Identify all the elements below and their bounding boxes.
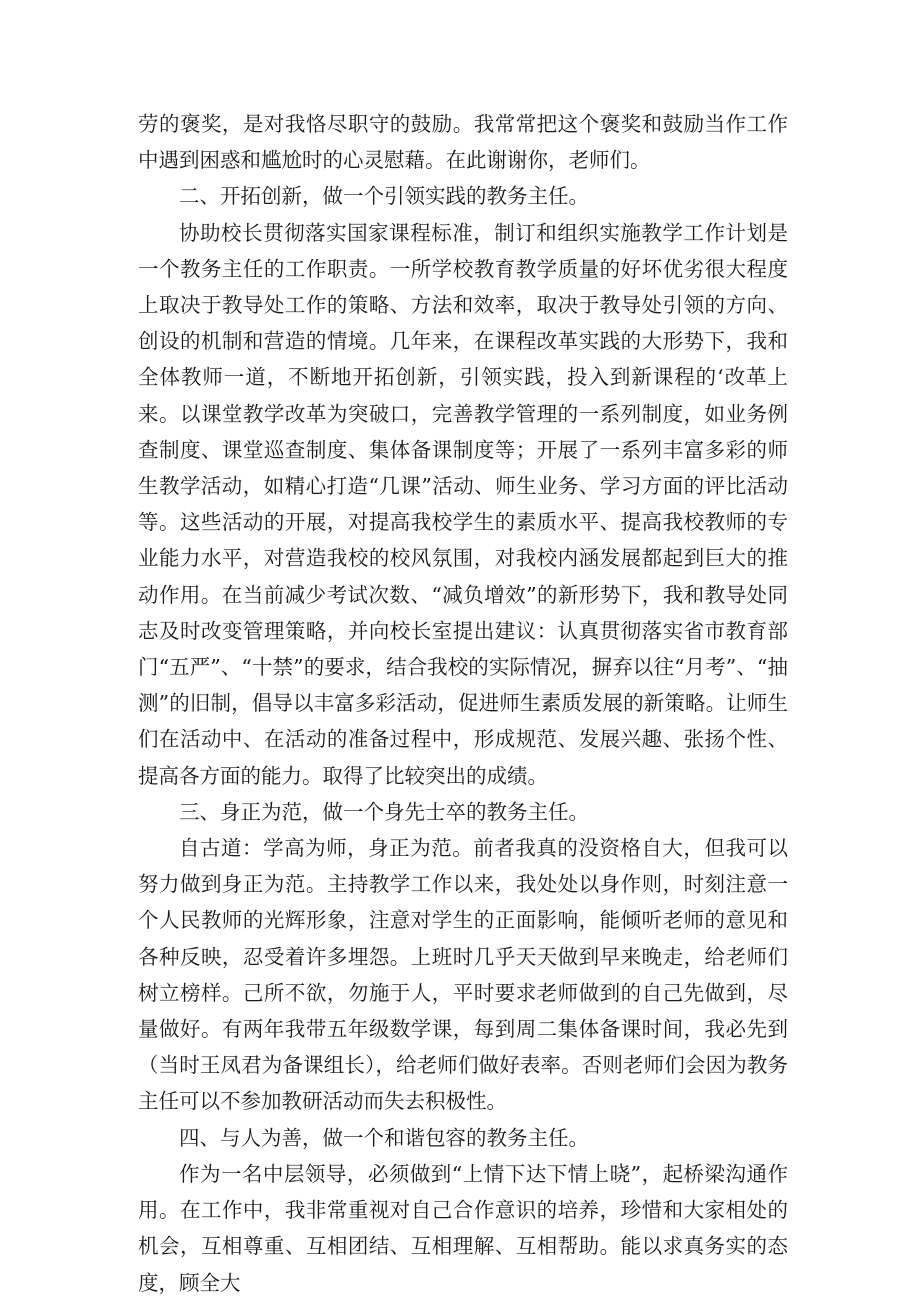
paragraph-body: 协助校长贯彻落实国家课程标准，制订和组织实施教学工作计划是一个教务主任的工作职责。一所学校教育教学质量的好坏优劣很大程度上取决于教导处工作的策略、方法和效率，取决于教导处引领的方向、创设的机制和营造的情境。几年来，在课程改革实践的大形势下，我和全体教师一道，不断地开拓创新，引领实践，投入到新课程的‘改革上来。以课堂教学改革为突破口，完善教学管理的一系列制度，如业务例查制度、课堂巡查制度、集体备课制度等；开展了一系列丰富多彩的师生教学活动，如精心打造“几课”活动、师生业务、学习方面的评比活动等。这些活动的开展，对提高我校学生的素质水平、提高我校教师的专业能力水平，对营造我校的校风氛围，对我校内涵发展都起到巨大的推动作用。在当前减少考试次数、“减负增效”的新形势下，我和教导处同志及时改变管理策略，并向校长室提出建议：认真贯彻落实省市教育部门“五严”、“十禁”的要求，结合我校的实际情况，摒弃以往“月考”、“抽测”的旧制，倡导以丰富多彩活动，促进师生素质发展的新策略。让师生们在活动中、在活动的准备过程中，形成规范、发展兴趣、张扬个性、提高各方面的能力。取得了比较突出的成绩。 xyxy=(138,220,788,788)
document-page xyxy=(138,106,788,1301)
section-heading-4: 四、与人为善，做一个和谐包容的教务主任。 xyxy=(179,1125,589,1150)
paragraph-continued: 劳的褒奖，是对我恪尽职守的鼓励。我常常把这个褒奖和鼓励当作工作中遇到困惑和尴尬时的心灵慰藉。在此谢谢你，老师们。 xyxy=(138,112,788,173)
paragraph-body: 作为一名中层领导，必须做到“上情下达下情上晓”，起桥梁沟通作用。在工作中，我非常重视对自己合作意识的培养，珍惜和大家相处的机会，互相尊重、互相团结、互相理解、互相帮助。能以求真务实的态度，顾全大 xyxy=(138,1161,788,1295)
section-heading-2: 二、开拓创新，做一个引领实践的教务主任。 xyxy=(179,184,589,209)
paragraph-body: 自古道：学高为师，身正为范。前者我真的没资格自大，但我可以努力做到身正为范。主持教学工作以来，我处处以身作则，时刻注意一个人民教师的光辉形象，注意对学生的正面影响，能倾听老师的意见和各种反映，忍受着许多埋怨。上班时几乎天天做到早来晚走，给老师们树立榜样。己所不欲，勿施于人，平时要求老师做到的自己先做到，尽量做好。有两年我带五年级数学课，每到周二集体备课时间，我必先到（当时王凤君为备课组长），给老师们做好表率。否则老师们会因为教务主任可以不参加教研活动而失去积极性。 xyxy=(138,836,788,1114)
section-heading-3: 三、身正为范，做一个身先士卒的教务主任。 xyxy=(179,799,589,824)
